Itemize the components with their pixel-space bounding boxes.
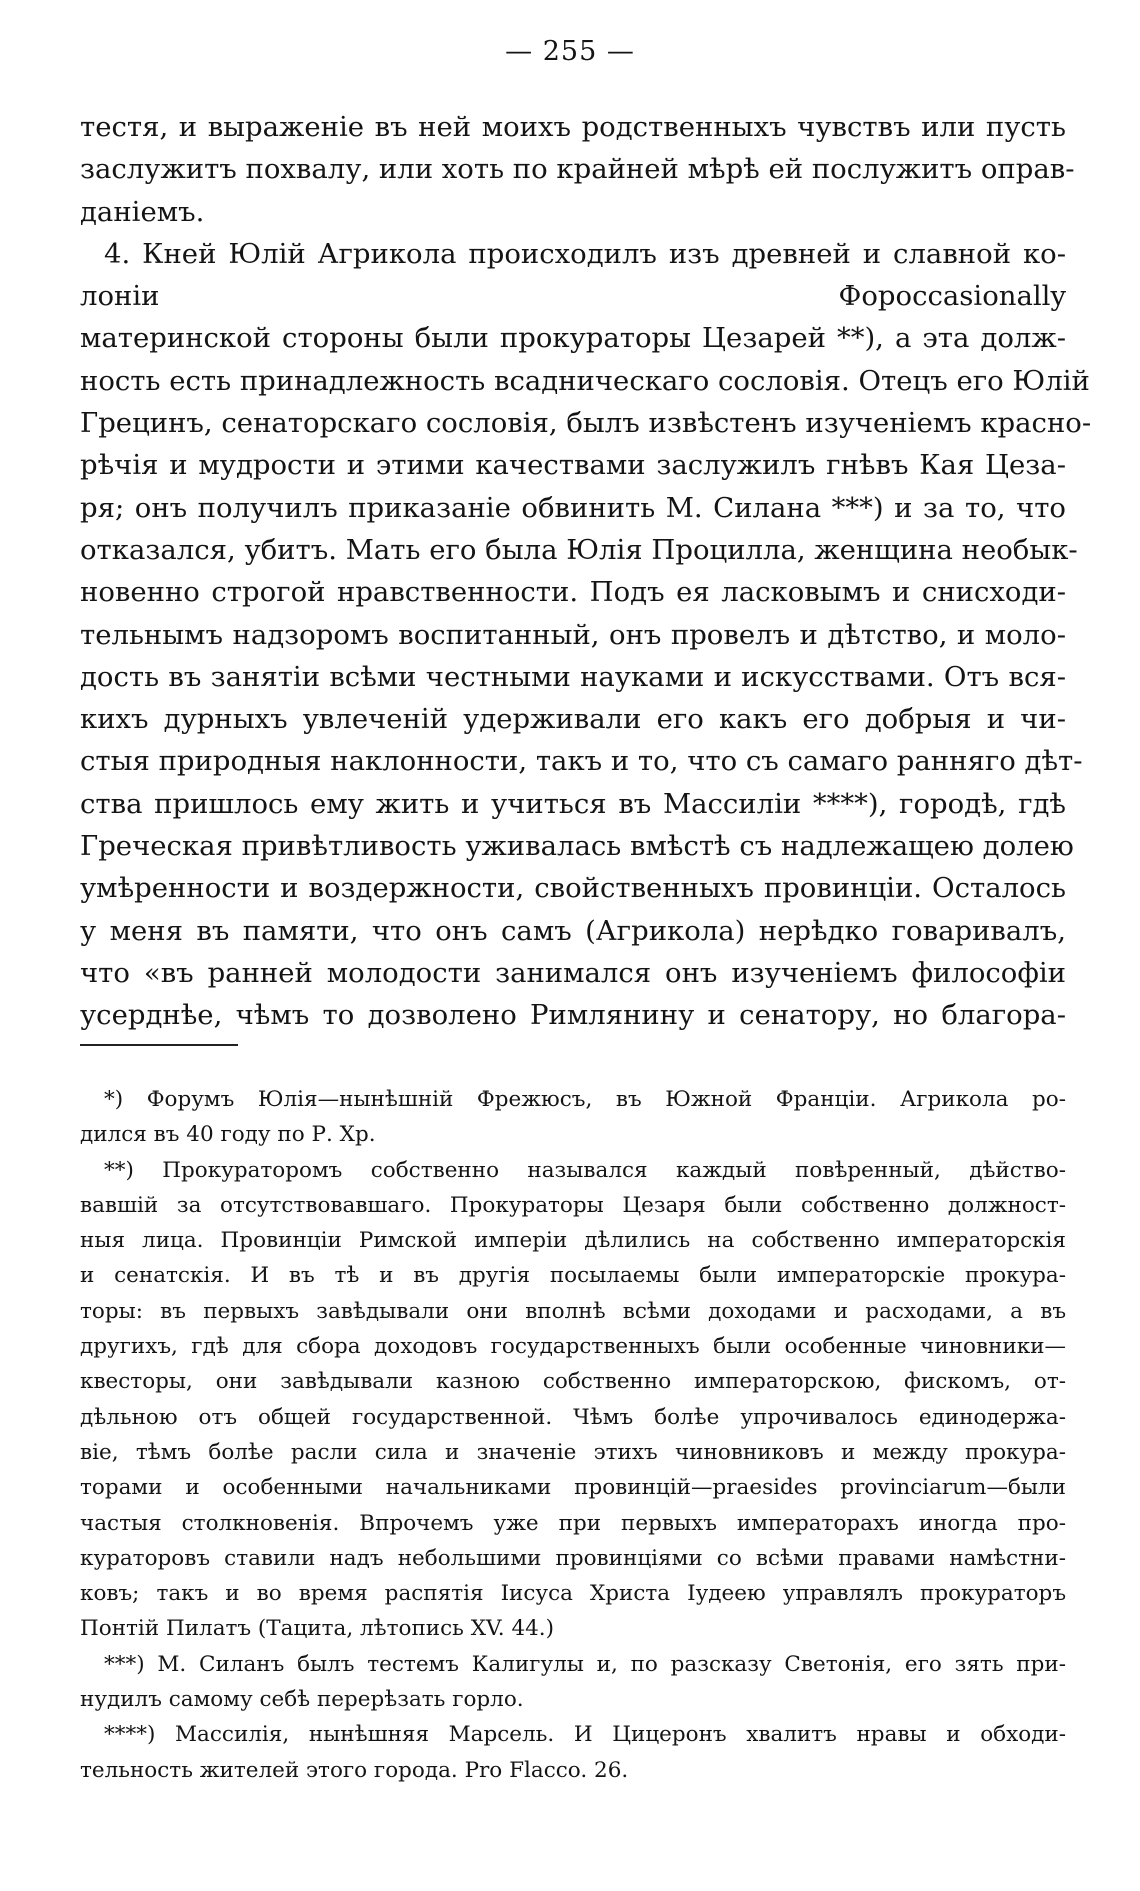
page-number: — 255 — (505, 36, 635, 67)
text-line: даніемъ. (80, 195, 205, 228)
footnote-line: торы: въ первыхъ завѣдывали они вполнѣ всѣми доходами и расходами, а въ (80, 1298, 1066, 1324)
text-line: усерднѣе, чѣмъ то дозволено Римлянину и сенатору, но благора- (80, 999, 1066, 1032)
text-line: заслужитъ похвалу, или хоть по крайней мѣрѣ ей послужитъ оправ- (80, 153, 1075, 186)
footnote-line: ***) М. Силанъ былъ тестемъ Калигулы и, по разсказу Светонія, его зять при- (104, 1651, 1066, 1677)
text-line: лоніи Форoccasionally (80, 280, 1066, 313)
text-line: кихъ дурныхъ увлеченій удерживали его какъ его добрыя и чи- (80, 703, 1066, 736)
text-line: умѣренности и воздержности, свойственныхъ провинціи. Осталось (80, 872, 1066, 905)
text-line: тестя, и выраженіе въ ней моихъ родственныхъ чувствъ или пусть (80, 111, 1066, 143)
text-line: рѣчія и мудрости и этими качествами заслужилъ гнѣвъ Кая Цеза- (80, 449, 1066, 482)
footnote-line: ныя лица. Провинціи Римской имперіи дѣлились на собственно императорскія (80, 1228, 1066, 1254)
text-line: новенно строгой нравственности. Подъ ея ласковымъ и снисходи- (80, 576, 1066, 609)
text-line: ря; онъ получилъ приказаніе обвинить М. Силана ***) и за то, что (80, 491, 1066, 524)
footnote-line: и сенатскія. И въ тѣ и въ другія посылаемы были императорскіе прокура- (80, 1263, 1066, 1289)
text-line: материнской стороны были прокураторы Цезарей **), а эта долж- (80, 322, 1066, 355)
footnote-line: ковъ; такъ и во время распятія Іисуса Христа Іудеею управлялъ прокураторъ (80, 1581, 1066, 1607)
footnote-line: дѣльною отъ общей государственной. Чѣмъ болѣе упрочивалось единодержа- (80, 1404, 1066, 1430)
main-text (80, 106, 1092, 1037)
footnote-divider (80, 1044, 238, 1046)
text-line: 4. Кней Юлій Агрикола происходилъ изъ древней и славной ко- (104, 237, 1066, 270)
text-line: Грецинъ, сенаторскаго сословія, былъ извѣстенъ изученіемъ красно- (80, 407, 1092, 440)
text-line: у меня въ памяти, что онъ самъ (Агрикола) нерѣдко говаривалъ, (80, 914, 1066, 947)
footnote-line: дился въ 40 году по Р. Хр. (80, 1122, 376, 1148)
footnote-line: кураторовъ ставили надъ небольшими провинціями со всѣми правами намѣстни- (80, 1545, 1066, 1571)
footnote-line: вавшій за отсутствовавшаго. Прокураторы Цезаря были собственно должност- (80, 1192, 1066, 1218)
footnote-line: *) Форумъ Юлія—нынѣшній Фрежюсъ, въ Южной Франціи. Агрикола ро- (104, 1087, 1066, 1112)
footnote-line: Понтій Пилатъ (Тацита, лѣтопись XV. 44.) (80, 1616, 555, 1642)
footnote-line: віе, тѣмъ болѣе расли сила и значеніе этихъ чиновниковъ и между прокура- (80, 1439, 1066, 1465)
text-line: стыя природныя наклонности, такъ и то, что съ самаго ранняго дѣт- (80, 745, 1083, 778)
footnote-line: торами и особенными начальниками провинцій—praesides provinciarum—были (80, 1475, 1066, 1501)
text-line: что «въ ранней молодости занимался онъ изученіемъ философіи (80, 956, 1066, 989)
footnote-line: ****) Массилія, нынѣшняя Марсель. И Цицеронъ хвалитъ нравы и обходи- (104, 1722, 1066, 1748)
text-line: ность есть принадлежность всадническаго сословія. Отецъ его Юлій (80, 364, 1090, 397)
footnotes (80, 1082, 1066, 1788)
text-line: Греческая привѣтливость уживалась вмѣстѣ съ надлежащею долею (80, 830, 1074, 863)
footnote-line: **) Прокураторомъ собственно назывался каждый повѣренный, дѣйство- (104, 1157, 1066, 1183)
text-line: дость въ занятіи всѣми честными науками и искусствами. Отъ вся- (80, 660, 1066, 693)
text-line: ства пришлось ему жить и учиться въ Массиліи ****), городѣ, гдѣ (80, 787, 1066, 820)
text-line: отказался, убитъ. Мать его была Юлія Процилла, женщина необык- (80, 533, 1078, 566)
footnote-line: другихъ, гдѣ для сбора доходовъ государственныхъ были особенные чиновники— (80, 1334, 1066, 1360)
footnote-line: квесторы, они завѣдывали казною собственно императорскою, фискомъ, от- (80, 1369, 1066, 1395)
footnote-line: частыя столкновенія. Впрочемъ уже при первыхъ императорахъ иногда про- (80, 1510, 1066, 1536)
footnote-line: тельность жителей этого города. Pro Flacco. 26. (80, 1757, 629, 1783)
footnote-line: нудилъ самому себѣ перерѣзать горло. (80, 1687, 524, 1713)
text-line: тельнымъ надзоромъ воспитанный, онъ провелъ и дѣтство, и моло- (80, 618, 1066, 651)
